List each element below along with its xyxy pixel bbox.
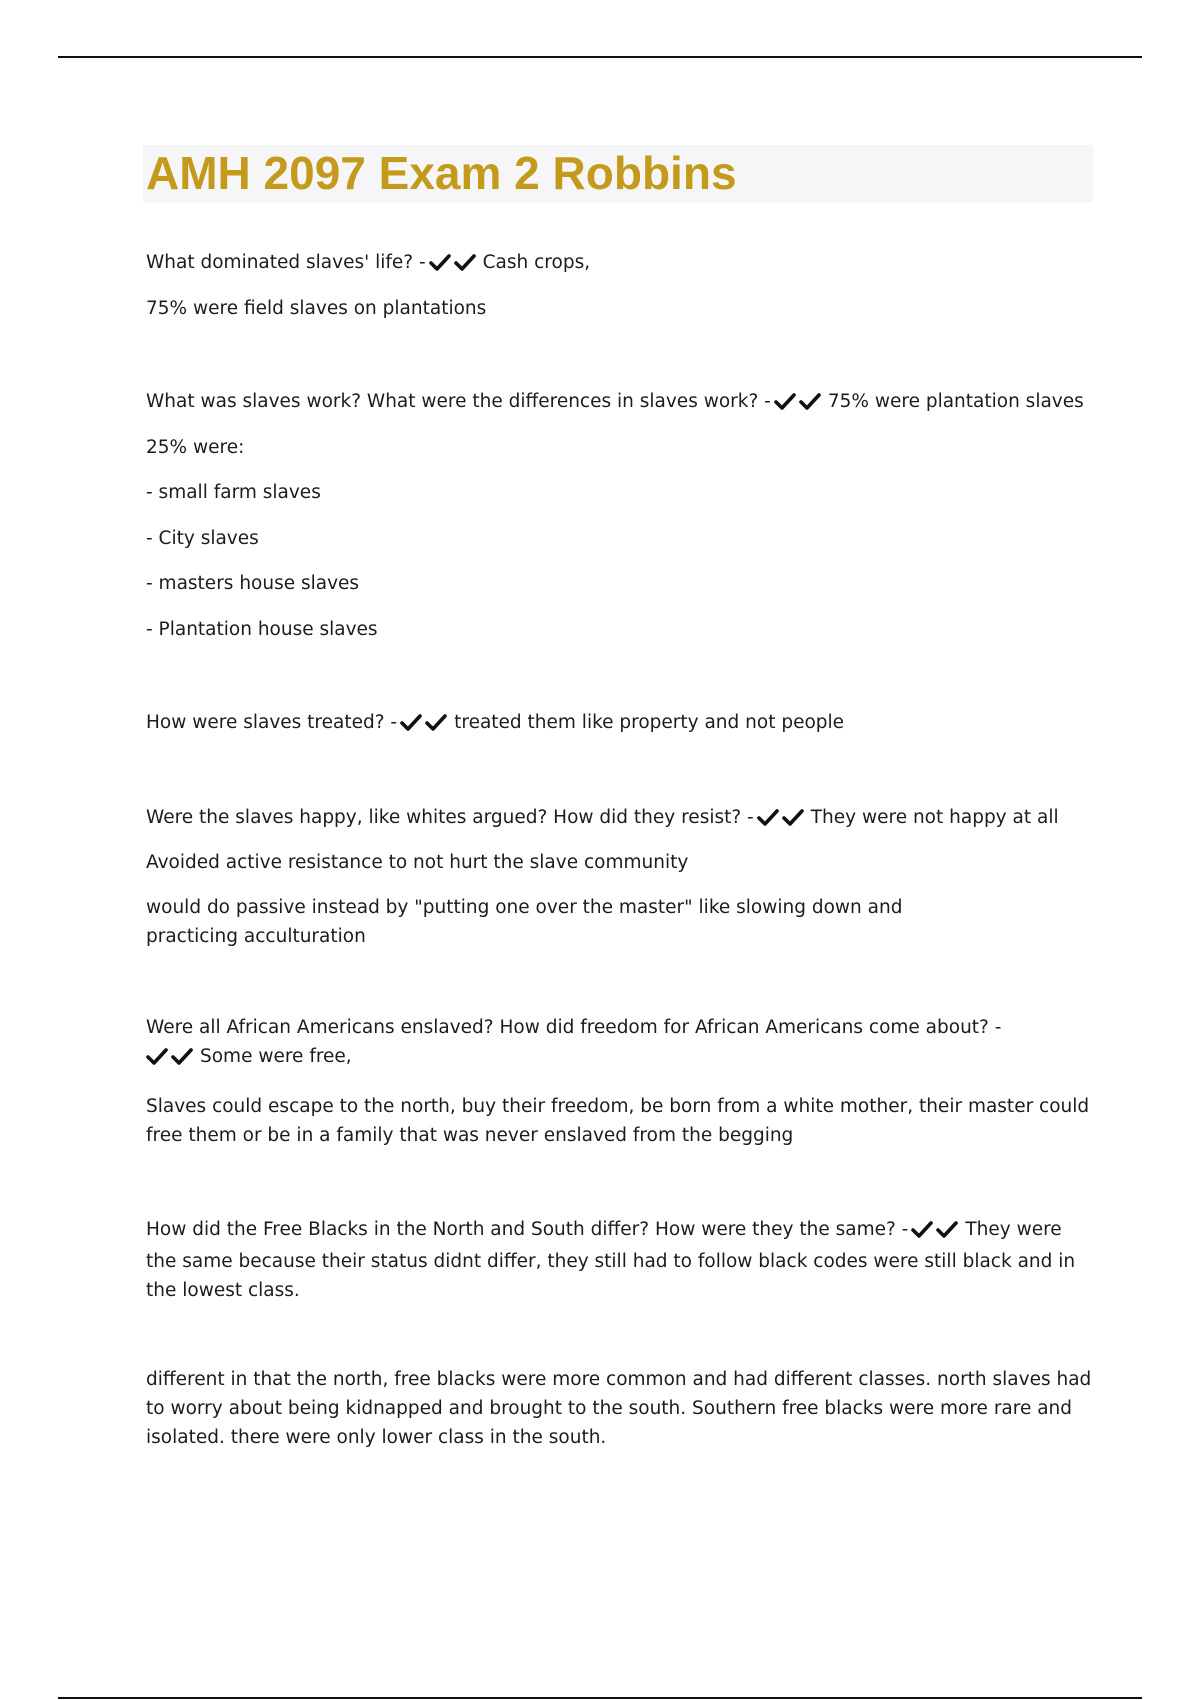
answer-text: Some were free, <box>200 1046 352 1067</box>
double-check-icon <box>774 390 824 419</box>
answer-line: - Plantation house slaves <box>146 619 378 640</box>
answer-line: 75% were field slaves on plantations <box>146 298 487 319</box>
answer-line: - City slaves <box>146 528 259 549</box>
question-text: Were all African Americans enslaved? How did freedom for African Americans come about? - <box>146 1017 1002 1038</box>
double-check-icon <box>146 1045 196 1074</box>
question-text: How did the Free Blacks in the North and South differ? How were they the same? - <box>146 1219 909 1240</box>
answer-text: Cash crops, <box>482 252 591 273</box>
top-rule <box>58 56 1142 58</box>
answer-line: would do passive instead by "putting one over the master" like slowing down and practicing acculturation <box>146 897 903 947</box>
qa-item-1-question-line <box>146 248 1096 280</box>
answer-line: - small farm slaves <box>146 482 321 503</box>
qa-item-6-question-line <box>146 1215 1096 1305</box>
answer-text: treated them like property and not people <box>454 712 845 733</box>
double-check-icon <box>757 806 807 835</box>
answer-line: different in that the north, free blacks were more common and had different classes. north slaves had to worry about being kidnapped and brought to the south. Southern free blacks were more rare and isolated. there were only lower class in the south. <box>146 1369 1092 1448</box>
answer-line: 25% were: <box>146 437 245 458</box>
double-check-icon <box>911 1218 961 1247</box>
double-check-icon <box>400 711 450 740</box>
answer-row <box>146 1042 1016 1074</box>
qa-item-2-question-line <box>146 387 1096 419</box>
qa-item-4-question-line <box>146 803 1096 835</box>
question-text: What was slaves work? What were the differences in slaves work? - <box>146 391 771 412</box>
question-text: What dominated slaves' life? - <box>146 252 426 273</box>
qa-item-3-question-line <box>146 708 1096 740</box>
answer-text: They were the same because their status didnt differ, they still had to follow black codes were still black and in the lowest class. <box>146 1219 1076 1301</box>
answer-text: They were not happy at all <box>810 807 1059 828</box>
document-title: AMH 2097 Exam 2 Robbins <box>146 147 737 199</box>
question-text: Were the slaves happy, like whites argued? How did they resist? - <box>146 807 754 828</box>
question-text: How were slaves treated? - <box>146 712 398 733</box>
qa-item-5-question-line <box>146 1013 1016 1074</box>
answer-line: Slaves could escape to the north, buy their freedom, be born from a white mother, their master could free them or be in a family that was never enslaved from the begging <box>146 1096 1090 1146</box>
bottom-rule <box>58 1697 1142 1699</box>
double-check-icon <box>429 251 479 280</box>
answer-text: 75% were plantation slaves <box>827 391 1084 412</box>
answer-line: - masters house slaves <box>146 573 360 594</box>
answer-line: Avoided active resistance to not hurt the slave community <box>146 852 689 873</box>
